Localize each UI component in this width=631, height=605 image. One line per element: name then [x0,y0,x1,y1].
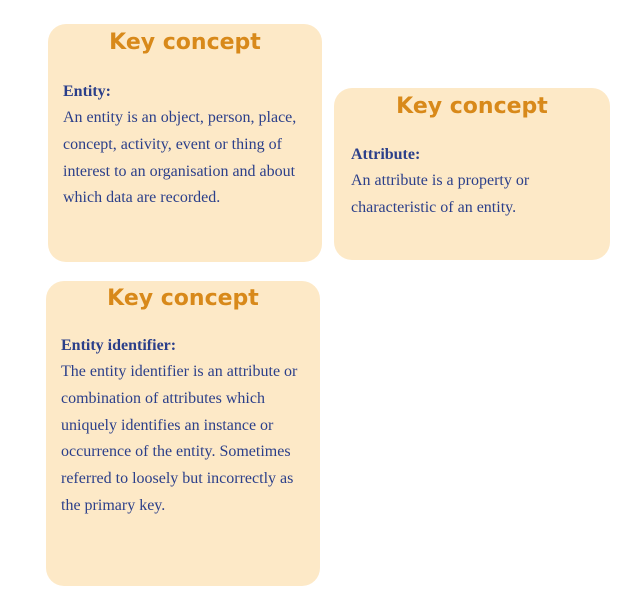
key-concept-card-entity-identifier [46,281,320,586]
card-body [351,142,603,222]
card-body [61,333,311,520]
term-label: Entity: [63,83,111,100]
definition-text: An entity is an object, person, place, concept, activity, event or thing of interest to an organisation and about which data are recorded. [63,109,297,207]
card-title: Key concept [109,30,261,55]
card-title: Key concept [396,94,548,119]
definition-text: An attribute is a property or characteristic of an entity. [351,172,530,216]
term-label: Attribute: [351,146,421,163]
key-concept-card-entity [48,24,322,262]
term-label: Entity identifier: [61,337,177,354]
key-concept-card-attribute [334,88,610,260]
definition-text: The entity identifier is an attribute or combination of attributes which uniquely identifies an instance or occurrence of the entity. Sometimes referred to loosely but incorrectly as the primary key. [61,363,298,514]
card-title: Key concept [107,286,259,311]
card-body [63,79,313,212]
